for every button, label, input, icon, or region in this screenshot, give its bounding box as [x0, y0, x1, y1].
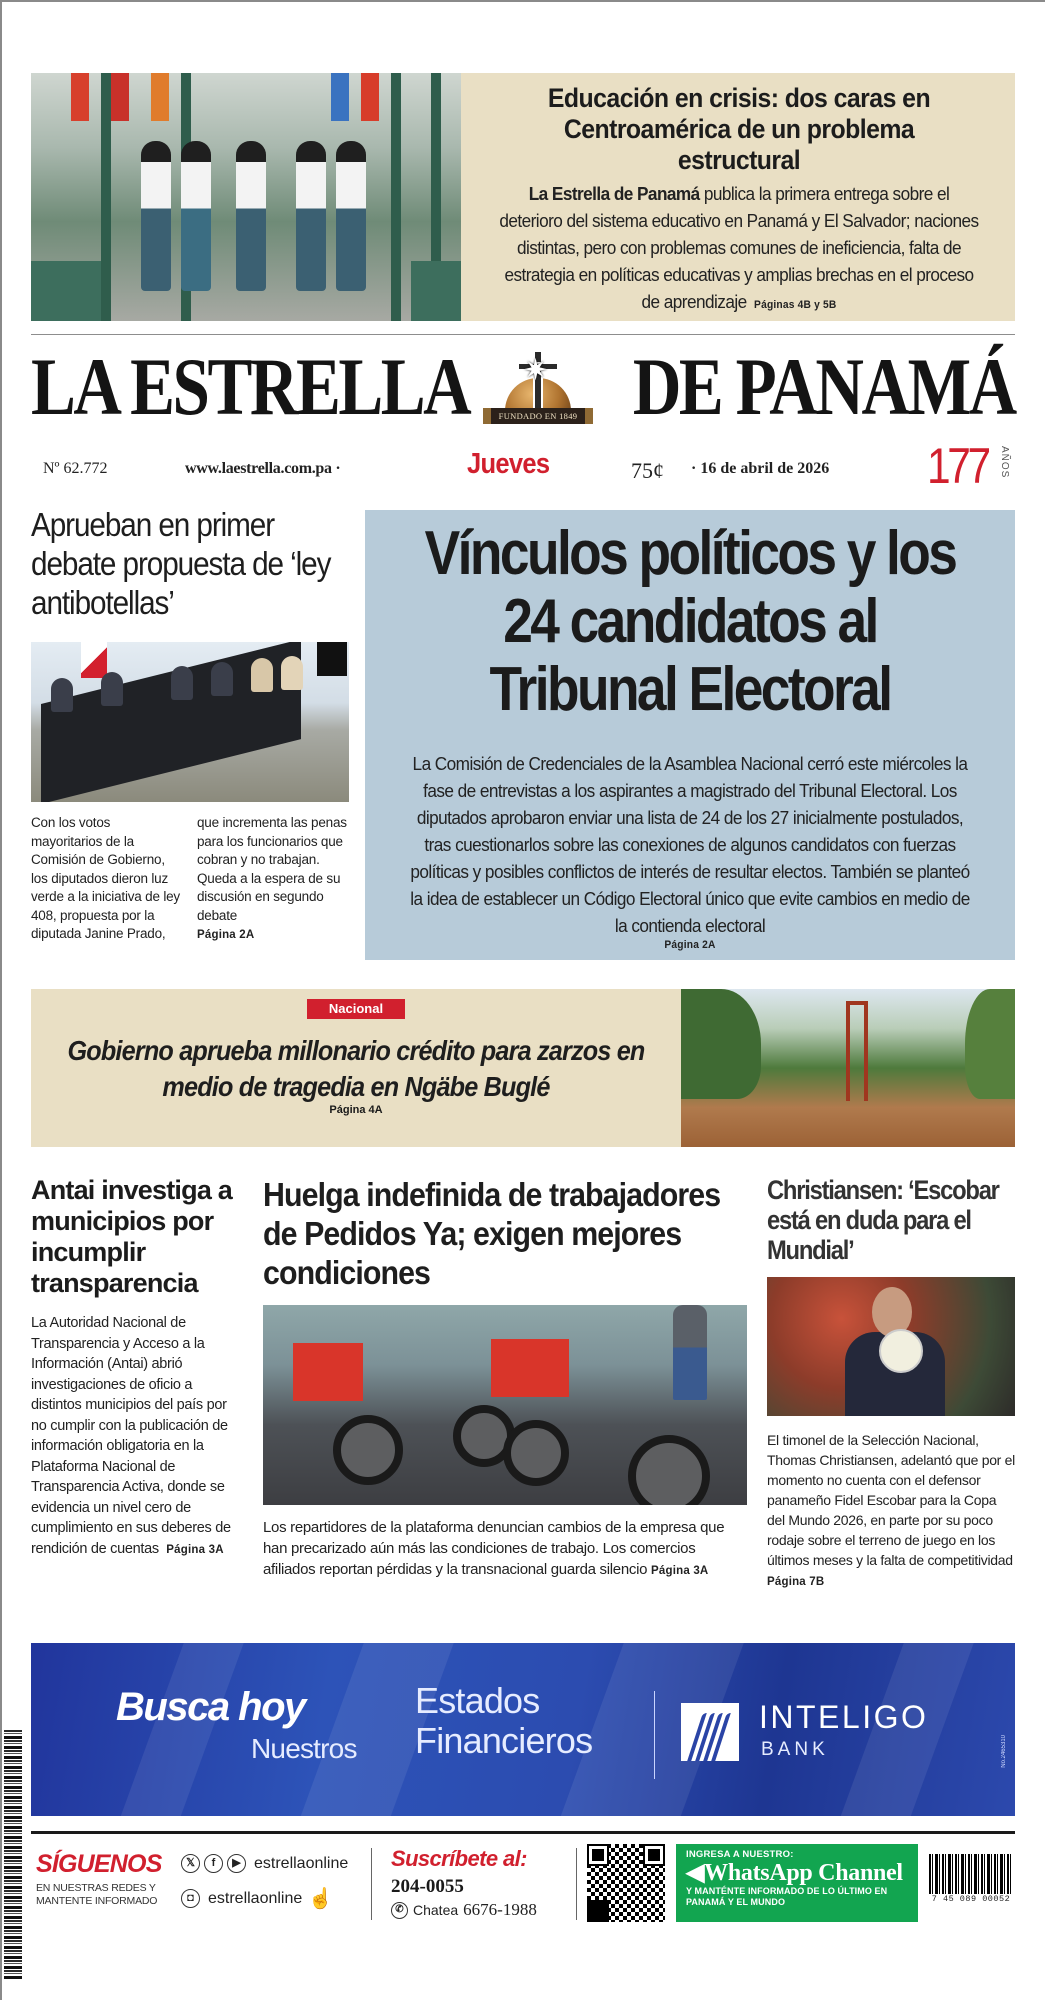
chat-label: Chatea [413, 1902, 459, 1918]
x-icon[interactable]: 𝕏 [181, 1854, 200, 1873]
issue-number: Nº 62.772 [43, 460, 108, 477]
youtube-icon[interactable]: ▶ [227, 1854, 246, 1873]
story-page-ref[interactable]: Página 3A [166, 1543, 224, 1556]
chat-number[interactable]: 6676-1988 [463, 1900, 537, 1919]
promo-education-crisis[interactable] [31, 73, 1015, 321]
nacional-page-ref[interactable]: Página 4A [329, 1104, 383, 1116]
promo-page-ref[interactable]: Páginas 4B y 5B [754, 299, 837, 311]
story-body-text: El timonel de la Selección Nacional, Thomas Christiansen, adelantó que por el momento no cuenta con el defensor panameño Fidel Escobar para la Copa del Mundo 2026, en parte por su poco rodaje sobre el terreno de juego en los últimos meses y la falta de competitividad [767, 1432, 1015, 1568]
ad-divider [654, 1691, 655, 1779]
ad-banner-inteligo-bank[interactable] [31, 1643, 1015, 1816]
follow-title: SÍGUENOS [36, 1850, 162, 1878]
story-antai-municipios[interactable] [31, 1175, 241, 1560]
footer-rule [31, 1831, 1015, 1834]
dateline [31, 438, 1015, 494]
lead-page-ref[interactable]: Página 2A [664, 939, 716, 951]
whatsapp-channel-label: WhatsApp Channel [704, 1860, 903, 1886]
story-christiansen-escobar[interactable] [767, 1175, 1015, 1592]
nacional-photo-bridge-construction [681, 989, 1015, 1147]
story-page-ref[interactable]: Página 7B [767, 1576, 825, 1588]
promo-headline[interactable]: Educación en crisis: dos caras en Centroamérica de un problema estructural [547, 83, 931, 175]
story-body-col1: Con los votos mayoritarios de la Comisión de Gobierno, los diputados dieron luz verde a la iniciativa de ley 408, propuesta por la diputada Janine Prado, [31, 815, 180, 941]
instagram-icon[interactable]: ◘ [181, 1889, 200, 1908]
barcode-digits: 7 45 089 00052 [931, 1894, 1011, 1904]
story-photo-assembly-commission [31, 642, 349, 802]
story-body [31, 1313, 241, 1560]
anniversary-number: 177 [927, 438, 988, 494]
instagram-handle[interactable]: estrellaonline [208, 1889, 303, 1907]
promo-text-panel [461, 73, 1015, 321]
ad-headline-large: Estados Financieros [415, 1680, 593, 1761]
story-ley-antibotellas[interactable] [31, 505, 349, 945]
website-link[interactable]: www.laestrella.com.pa · [185, 460, 341, 477]
story-zarzos-ngabe-bugle[interactable] [31, 989, 1015, 1147]
price: 75¢ [631, 458, 664, 483]
story-huelga-pedidos-ya[interactable] [263, 1175, 747, 1582]
masthead-name-left: LA ESTRELLA [31, 341, 470, 432]
promo-body-lead: La Estrella de Panamá [528, 183, 700, 204]
story-page-ref[interactable]: Página 2A [197, 929, 255, 941]
weekday: Jueves [467, 448, 550, 480]
follow-subtitle: EN NUESTRAS REDES Y MANTENTE INFORMADO [36, 1882, 158, 1907]
subscribe-phone[interactable]: 204-0055 [391, 1876, 464, 1897]
chat-row[interactable] [391, 1900, 537, 1920]
pointing-hand-icon: ☝ [308, 1888, 334, 1910]
story-body [263, 1517, 747, 1582]
footer-divider [371, 1848, 372, 1920]
whatsapp-sub-label: Y MANTÉNTE INFORMADO DE LO ÚLTIMO EN PANAMÁ Y EL MUNDO [686, 1886, 888, 1907]
section-badge-nacional: Nacional [307, 999, 405, 1019]
masthead [31, 341, 1015, 432]
social-handle[interactable]: estrellaonline [254, 1854, 349, 1872]
story-photo-delivery-motorcycles [263, 1305, 747, 1505]
qr-code[interactable] [587, 1844, 665, 1922]
triangle-left-icon: ◀ [686, 1860, 705, 1886]
masthead-name-right: DE PANAMÁ [633, 341, 1015, 432]
story-headline[interactable]: Antai investiga a municipios por incumplir transparencia [31, 1175, 232, 1298]
inteligo-logo-icon [681, 1703, 739, 1761]
lead-headline[interactable]: Vínculos políticos y los 24 candidatos al Tribunal Electoral [424, 519, 956, 724]
whatsapp-main-label [686, 1860, 908, 1886]
footer-divider [576, 1848, 577, 1920]
footer [31, 1842, 1015, 1924]
lead-body-text: La Comisión de Credenciales de la Asamblea Nacional cerró este miércoles la fase de entrevistas a los aspirantes a magistrado del Tribunal Electoral. Los diputados aprobaron enviar una lista de 24 de los 27 inicialmente postulados, tras cuestionarlos sobre las conexiones de algunos candidatos con fuerzas políticas y posibles conflictos de interés de resultar electos. También se planteó la idea de establecer un Código Electoral único que evite cambios en medio de la contienda electoral [410, 753, 970, 936]
story-body [767, 1430, 1015, 1592]
story-body-text: Los repartidores de la plataforma denuncian cambios de la empresa que han precarizado aún más las condiciones de trabajo. Los comercios afiliados reportan pérdidas y la transnacional guarda silencio [263, 1519, 725, 1578]
ad-brand-sub: BANK [761, 1739, 829, 1760]
ad-brand-name: INTELIGO [759, 1699, 929, 1735]
whatsapp-phone-icon: ✆ [391, 1902, 408, 1919]
lead-summary [406, 750, 973, 951]
issue-date: · 16 de abril de 2026 [691, 460, 830, 477]
ad-headline-small: Nuestros [251, 1733, 357, 1764]
nacional-text-panel [31, 989, 681, 1147]
divider [31, 334, 1015, 335]
ad-code: No.2465310 [1001, 1735, 1007, 1768]
story-headline[interactable]: Aprueban en primer debate propuesta de ‘ley antibotellas’ [31, 506, 331, 621]
subscribe-title: Suscríbete al: [391, 1846, 527, 1871]
anniversary-label: AÑOS [999, 446, 1010, 479]
social-links-row [181, 1854, 348, 1873]
story-headline[interactable]: Christiansen: ‘Escobar está en duda para el Mundial’ [767, 1175, 999, 1265]
story-body [31, 814, 349, 945]
whatsapp-channel-button[interactable] [676, 1844, 918, 1922]
side-barcode [4, 1730, 22, 1980]
nacional-headline[interactable]: Gobierno aprueba millonario crédito para zarzos en medio de tragedia en Ngäbe Buglé [67, 1035, 645, 1102]
story-body-col2 [197, 814, 349, 945]
product-barcode [929, 1854, 1013, 1904]
emblem-ribbon: FUNDADO EN 1849 [483, 408, 593, 424]
promo-body-rest: publica la primera entrega sobre el deterioro del sistema educativo en Panamá y El Salvador; naciones distintas, pero con problemas comunes de ineficiencia, falta de estrategia en políticas educativas y amplias brechas en el proceso de aprendizaje [499, 183, 979, 312]
story-page-ref[interactable]: Página 3A [651, 1565, 709, 1577]
story-body-text: La Autoridad Nacional de Transparencia y Acceso a la Información (Antai) abrió investigaciones de oficio a distintos municipios del país por no cumplir con la publicación de información obligatoria en la Plataforma Nacional de Transparencia Activa, donde se evidencia un nivel cero de cumplimiento en sus deberes de rendición de cuentas [31, 1315, 231, 1557]
lead-story-tribunal-electoral[interactable] [365, 510, 1015, 960]
instagram-link-row [181, 1886, 333, 1911]
ad-headline-bold: Busca hoy [116, 1685, 305, 1729]
star-globe-emblem-icon: ✷ FUNDADO EN 1849 [483, 348, 593, 428]
facebook-icon[interactable]: f [204, 1854, 223, 1873]
story-photo-coach-with-ball [767, 1277, 1015, 1416]
promo-summary [497, 180, 981, 319]
whatsapp-top-label: INGRESA A NUESTRO: [686, 1849, 794, 1860]
story-body-col2-text: que incrementa las penas para los funcionarios que cobran y no trabajan. Queda a la espera de su discusión en segundo debate [197, 815, 347, 923]
story-headline[interactable]: Huelga indefinida de trabajadores de Pedidos Ya; exigen mejores condiciones [263, 1176, 721, 1291]
promo-photo-students [31, 73, 461, 321]
